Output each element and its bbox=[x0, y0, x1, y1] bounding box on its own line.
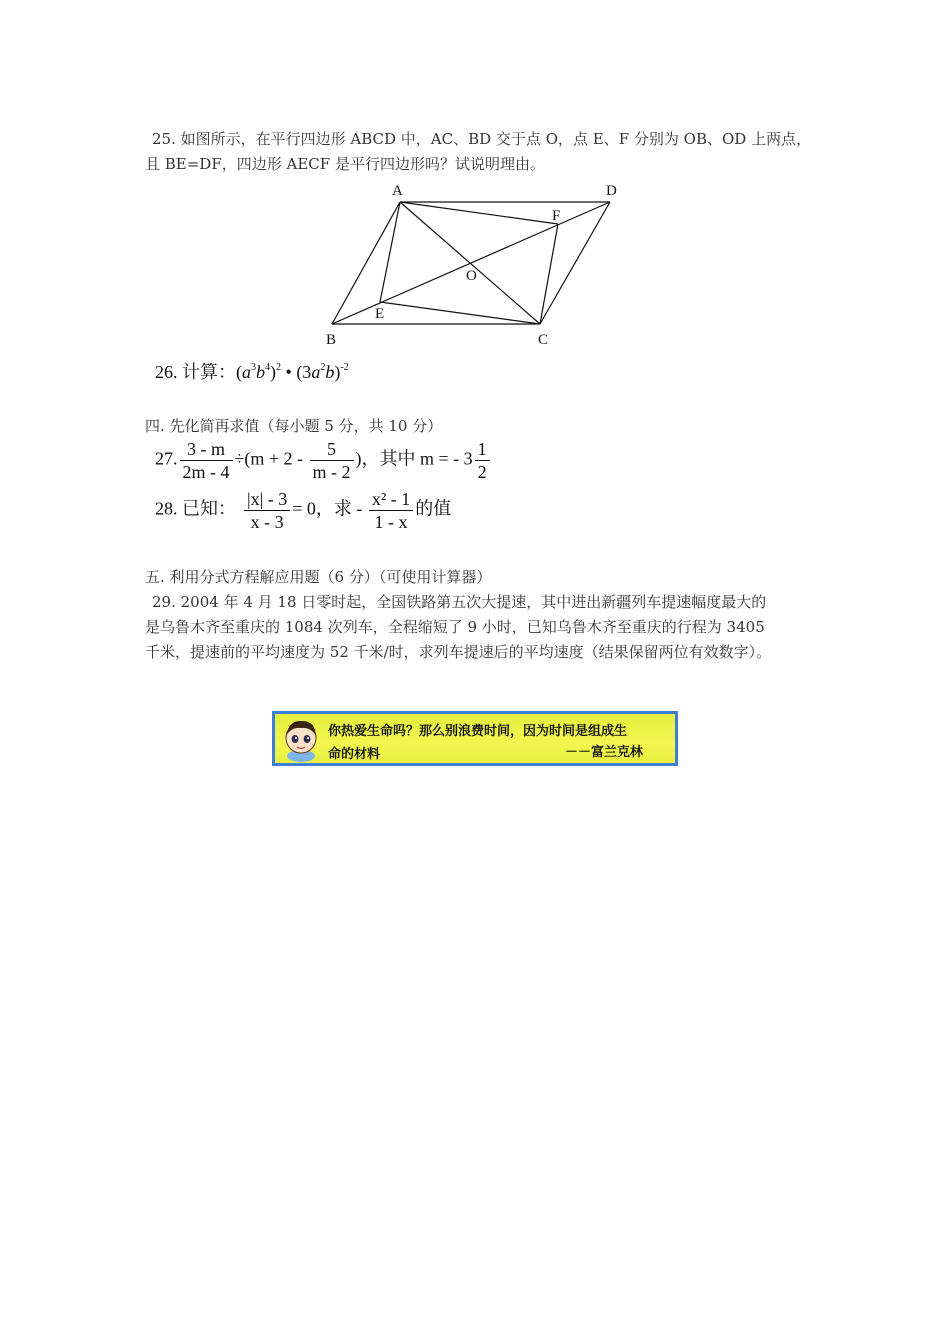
q26-var-a: a bbox=[311, 362, 321, 382]
q26-var-b: b bbox=[256, 362, 265, 382]
label-B: B bbox=[326, 332, 337, 348]
q26-exp: 4 bbox=[265, 362, 270, 373]
q28-frac1-denominator: x - 3 bbox=[250, 512, 284, 532]
q27-middle: ÷(m + 2 - bbox=[234, 448, 308, 469]
q29-line3: 千米，提速前的平均速度为 52 千米/时，求列车提速后的平均速度（结果保留两位有效数字）。 bbox=[145, 643, 772, 661]
q27-frac1-denominator: 2m - 4 bbox=[182, 462, 230, 482]
q28-frac1-numerator: |x| - 3 bbox=[244, 488, 290, 511]
q27-condition: )，其中 m = - 3 bbox=[355, 448, 473, 469]
q27-frac1-numerator: 3 - m bbox=[180, 438, 233, 461]
q25-line1: 25. 如图所示，在平行四边形 ABCD 中，AC、BD 交于点 O，点 E、F 分别为 OB、OD 上两点， bbox=[152, 130, 812, 148]
label-F: F bbox=[552, 208, 561, 224]
q26-var-b: b bbox=[325, 362, 335, 382]
q25-line2: 且 BE=DF，四边形 AECF 是平行四边形吗？试说明理由。 bbox=[145, 155, 545, 173]
section4-title: 四. 先化简再求值（每小题 5 分，共 10 分） bbox=[145, 417, 443, 435]
q27-label: 27. bbox=[155, 448, 178, 469]
q26-expression bbox=[155, 358, 349, 384]
q26-paren: ) bbox=[270, 362, 276, 382]
banner-quote-line1: 你热爱生命吗？那么别浪费时间，因为时间是组成生 bbox=[328, 724, 628, 739]
label-E: E bbox=[375, 306, 385, 322]
q28-frac2-numerator: x² - 1 bbox=[369, 488, 413, 511]
label-D: D bbox=[606, 183, 617, 199]
q28-label: 28. 已知： bbox=[155, 498, 236, 519]
q28-middle: = 0，求 - bbox=[292, 498, 367, 519]
q28-fraction-2 bbox=[369, 488, 413, 533]
segment-BD bbox=[332, 202, 610, 324]
q26-paren: ) bbox=[334, 362, 341, 382]
q26-dot: • bbox=[281, 362, 297, 382]
q29-line2: 是乌鲁木齐至重庆的 1084 次列车，全程缩短了 9 小时，已知乌鲁木齐至重庆的行程为 3405 bbox=[145, 618, 765, 636]
q26-var-a: a bbox=[242, 362, 251, 382]
q26-exp: 2 bbox=[276, 362, 281, 373]
q27-frac2-denominator: m - 2 bbox=[312, 462, 351, 482]
cartoon-boy-icon bbox=[279, 716, 323, 762]
q26-paren: (3 bbox=[296, 362, 312, 382]
q26-label: 26. 计算： bbox=[155, 362, 236, 382]
label-C: C bbox=[538, 332, 549, 348]
segment-AB bbox=[332, 202, 400, 324]
q28-suffix: 的值 bbox=[415, 498, 452, 519]
q27-fraction-2 bbox=[310, 438, 354, 483]
q27-frac2-numerator: 5 bbox=[310, 438, 354, 461]
q27-mixed-numerator: 1 bbox=[475, 438, 490, 461]
q27-mixed-fraction bbox=[475, 438, 490, 483]
label-A: A bbox=[392, 183, 403, 199]
q28-expression bbox=[155, 488, 451, 533]
q26-paren: ( bbox=[236, 362, 242, 382]
q27-fraction-1 bbox=[180, 438, 233, 483]
label-O: O bbox=[466, 268, 477, 284]
parallelogram-figure bbox=[320, 178, 630, 353]
q26-exp: -2 bbox=[340, 362, 349, 373]
section5-title: 五. 利用分式方程解应用题（6 分）（可使用计算器） bbox=[145, 568, 492, 586]
segment-AE bbox=[380, 202, 400, 302]
segment-AF bbox=[400, 202, 561, 224]
q26-exp: 2 bbox=[320, 362, 326, 373]
quote-banner bbox=[272, 711, 678, 766]
banner-author: －－富兰克林 bbox=[565, 745, 644, 760]
banner-quote-line2: 命的材料 bbox=[328, 747, 381, 762]
q26-exp: 3 bbox=[251, 362, 256, 373]
q28-frac2-denominator: 1 - x bbox=[374, 512, 408, 532]
segment-EC bbox=[380, 302, 540, 324]
q27-expression bbox=[155, 438, 492, 483]
q27-mixed-denominator: 2 bbox=[477, 462, 487, 482]
q28-fraction-1 bbox=[244, 488, 290, 533]
q29-line1: 29. 2004 年 4 月 18 日零时起，全国铁路第五次大提速，其中进出新疆列车提速幅度最大的 bbox=[152, 593, 767, 611]
